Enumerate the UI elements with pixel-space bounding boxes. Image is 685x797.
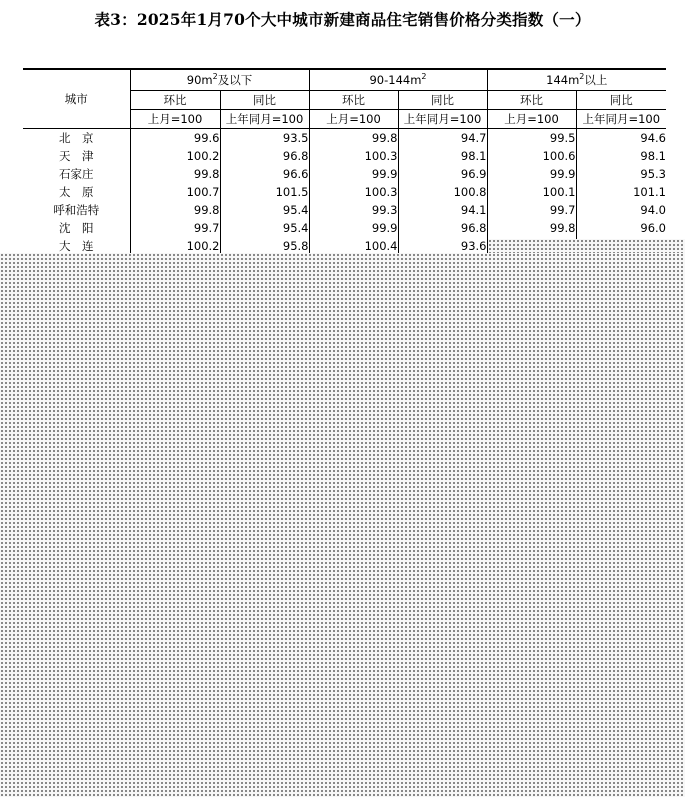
price-index-table bbox=[23, 68, 666, 255]
redaction-pattern-corner bbox=[488, 239, 685, 253]
value-cell: 99.8 bbox=[130, 201, 220, 219]
city-cell: 太 原 bbox=[59, 185, 94, 199]
table-title: 表3：2025年1月70个大中城市新建商品住宅销售价格分类指数（一） bbox=[94, 10, 591, 29]
metric-header: 环比 bbox=[130, 91, 220, 110]
value-cell: 96.9 bbox=[398, 165, 487, 183]
value-cell: 99.3 bbox=[309, 201, 398, 219]
metric-header: 环比 bbox=[487, 91, 576, 110]
value-cell: 100.8 bbox=[398, 183, 487, 201]
value-cell: 100.2 bbox=[130, 237, 220, 255]
table-row bbox=[23, 165, 666, 183]
value-cell: 95.4 bbox=[220, 201, 309, 219]
value-cell: 93.5 bbox=[220, 129, 309, 148]
value-cell: 100.6 bbox=[487, 147, 576, 165]
value-cell: 98.1 bbox=[576, 147, 666, 165]
table-row bbox=[23, 129, 666, 148]
value-cell: 100.3 bbox=[309, 183, 398, 201]
value-cell: 100.3 bbox=[309, 147, 398, 165]
city-cell: 沈 阳 bbox=[59, 221, 94, 235]
city-cell: 北 京 bbox=[59, 131, 94, 145]
header-row-groups bbox=[23, 69, 666, 91]
value-cell: 95.4 bbox=[220, 219, 309, 237]
group-header-small: $90m^2$及以下 bbox=[130, 69, 309, 91]
value-cell: 99.5 bbox=[487, 129, 576, 148]
value-cell: 101.5 bbox=[220, 183, 309, 201]
value-cell: 94.6 bbox=[576, 129, 666, 148]
table-row bbox=[23, 219, 666, 237]
value-cell: 96.0 bbox=[576, 219, 666, 237]
metric-header: 同比 bbox=[398, 91, 487, 110]
redaction-pattern bbox=[0, 253, 685, 797]
value-cell: 94.0 bbox=[576, 201, 666, 219]
value-cell: 95.8 bbox=[220, 237, 309, 255]
value-cell: 100.1 bbox=[487, 183, 576, 201]
value-cell: 100.2 bbox=[130, 147, 220, 165]
base-header: 上月=100 bbox=[130, 110, 220, 129]
value-cell: 98.1 bbox=[398, 147, 487, 165]
value-cell: 99.8 bbox=[309, 129, 398, 148]
metric-header: 环比 bbox=[309, 91, 398, 110]
metric-header: 同比 bbox=[576, 91, 666, 110]
city-cell: 天 津 bbox=[59, 149, 94, 163]
value-cell: 99.7 bbox=[487, 201, 576, 219]
table-row bbox=[23, 147, 666, 165]
base-header: 上年同月=100 bbox=[220, 110, 309, 129]
value-cell: 95.3 bbox=[576, 165, 666, 183]
value-cell: 96.6 bbox=[220, 165, 309, 183]
value-cell: 96.8 bbox=[220, 147, 309, 165]
metric-header: 同比 bbox=[220, 91, 309, 110]
value-cell: 100.7 bbox=[130, 183, 220, 201]
value-cell: 94.1 bbox=[398, 201, 487, 219]
group-header-large: $144m^2$以上 bbox=[487, 69, 666, 91]
value-cell: 96.8 bbox=[398, 219, 487, 237]
city-header: 城市 bbox=[23, 69, 130, 129]
value-cell: 93.6 bbox=[398, 237, 487, 255]
value-cell: 99.8 bbox=[130, 165, 220, 183]
base-header: 上年同月=100 bbox=[398, 110, 487, 129]
value-cell: 99.7 bbox=[130, 219, 220, 237]
value-cell: 99.6 bbox=[130, 129, 220, 148]
table-row bbox=[23, 183, 666, 201]
base-header: 上月=100 bbox=[487, 110, 576, 129]
base-header: 上月=100 bbox=[309, 110, 398, 129]
city-cell: 呼和浩特 bbox=[53, 203, 100, 217]
value-cell: 99.9 bbox=[309, 219, 398, 237]
base-header: 上年同月=100 bbox=[576, 110, 666, 129]
value-cell: 101.1 bbox=[576, 183, 666, 201]
value-cell: 99.9 bbox=[487, 165, 576, 183]
city-cell: 大 连 bbox=[59, 239, 94, 253]
city-cell: 石家庄 bbox=[59, 167, 94, 181]
value-cell: 94.7 bbox=[398, 129, 487, 148]
value-cell: 99.9 bbox=[309, 165, 398, 183]
group-header-medium: $90-144m^2$ bbox=[309, 69, 487, 91]
value-cell: 99.8 bbox=[487, 219, 576, 237]
value-cell: 100.4 bbox=[309, 237, 398, 255]
table-row bbox=[23, 201, 666, 219]
